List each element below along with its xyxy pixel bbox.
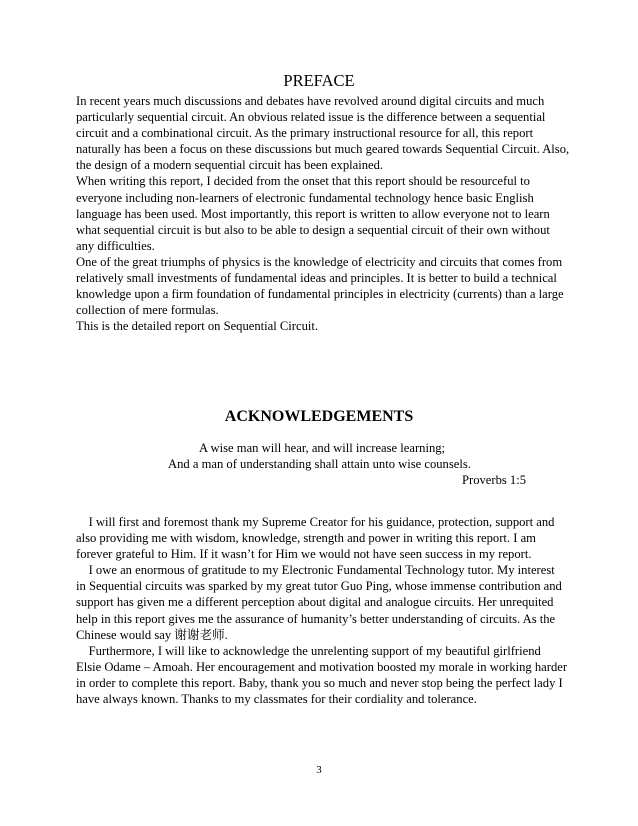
preface-line: In recent years much discussions and debates have revolved around digital circuits and much: [76, 94, 545, 108]
epigraph-source: Proverbs 1:5: [462, 473, 527, 487]
acknowledgements-line: forever grateful to Him. If it wasn’t for Him we would not have seen success in my report.: [76, 547, 532, 562]
preface-line: When writing this report, I decided from the onset that this report should be resourceful to: [76, 174, 530, 189]
preface-line: everyone including non-learners of electronic fundamental technology hence basic English: [76, 190, 534, 205]
acknowledgements-line: Elsie Odame – Amoah. Her encouragement and motivation boosted my morale in working harder: [76, 659, 568, 674]
acknowledgements-line: I will first and foremost thank my Supreme Creator for his guidance, protection, support and: [76, 515, 555, 529]
preface-heading: PREFACE: [283, 71, 355, 90]
preface-line: relatively small investments of fundamental ideas and principles. It is better to build a technical: [76, 271, 557, 286]
acknowledgements-line: Chinese would say 谢谢老师.: [76, 627, 228, 642]
preface-line: what sequential circuit is but also to be able to design a sequential circuit of their own without: [76, 222, 550, 237]
preface-line: particularly sequential circuit. An obvious related issue is the difference between a sequential: [76, 110, 546, 125]
acknowledgements-line: in order to complete this report. Baby, thank you so much and never stop being the perfect lady I: [76, 675, 563, 690]
acknowledgements-line: Furthermore, I will like to acknowledge the unrelenting support of my beautiful girlfriend: [76, 643, 541, 658]
preface-line: language has been used. Most importantly, this report is written to allow everyone not to learn: [76, 206, 550, 221]
preface-line: circuit and a combinational circuit. As the primary instructional resource for all, this report: [76, 126, 534, 141]
preface-line: collection of mere formulas.: [76, 303, 219, 318]
acknowledgements-line: also providing me with wisdom, knowledge, strength and power in writing this report. I am: [76, 531, 536, 546]
preface-line: any difficulties.: [76, 238, 155, 253]
acknowledgements-heading: ACKNOWLEDGEMENTS: [224, 408, 414, 425]
preface-line: One of the great triumphs of physics is the knowledge of electricity and circuits that comes from: [76, 254, 563, 269]
preface-line: knowledge upon a firm foundation of fundamental principles in electricity (currents) than a large: [76, 287, 564, 302]
preface-line: naturally has been a focus on these discussions but much geared towards Sequential Circuit. Also,: [76, 142, 570, 157]
preface-body: [76, 93, 576, 334]
epigraph-line-1: A wise man will hear, and will increase learning;: [199, 441, 446, 455]
page-number: 3: [316, 764, 322, 776]
acknowledgements-line: help in this report gives me the assurance of humanity’s better understanding of circuits. As the: [76, 611, 556, 626]
epigraph-line-2: And a man of understanding shall attain unto wise counsels.: [168, 457, 471, 471]
acknowledgements-line: I owe an enormous of gratitude to my Electronic Fundamental Technology tutor. My interest: [76, 563, 555, 578]
preface-line: the design of a modern sequential circuit has been explained.: [76, 158, 384, 173]
acknowledgements-line: in Sequential circuits was sparked by my great tutor Guo Ping, whose immense contribution and: [76, 579, 562, 594]
preface-line: This is the detailed report on Sequential Circuit.: [76, 319, 319, 334]
acknowledgements-body: [76, 514, 576, 707]
acknowledgements-line: have always known. Thanks to my classmates for their cordiality and tolerance.: [76, 692, 477, 707]
acknowledgements-line: support has given me a different perception about digital and analogue circuits. Her unrequited: [76, 595, 554, 610]
